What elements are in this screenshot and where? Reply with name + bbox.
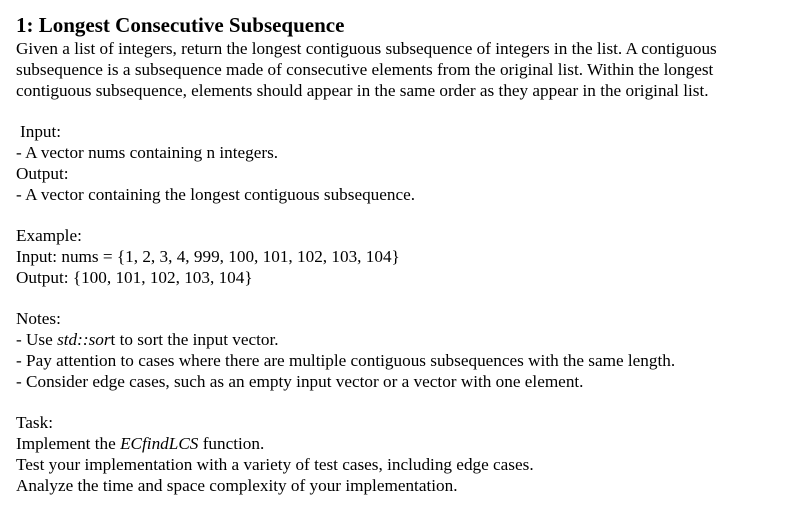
task-heading: Task: [16,413,53,432]
task-implement-prefix: Implement the [16,434,121,453]
note-sort-suffix: t to sort the input vector. [110,330,279,349]
notes-heading: Notes: [16,309,61,328]
example-output: Output: {100, 101, 102, 103, 104} [16,268,253,287]
note-edge-cases: - Consider edge cases, such as an empty input vector or a vector with one element. [16,372,584,391]
task-implement-suffix: function. [198,434,265,453]
note-sort-prefix: - Use [16,330,58,349]
task-analyze: Analyze the time and space complexity of your implementation. [16,476,458,495]
note-sort-code: std::sor [57,330,111,349]
input-heading: Input: [20,122,62,141]
example-input: Input: nums = {1, 2, 3, 4, 999, 100, 101, 102, 103, 104} [16,247,400,266]
input-description: - A vector nums containing n integers. [16,143,279,162]
spacer [16,205,791,225]
task-test: Test your implementation with a variety of test cases, including edge cases. [16,455,534,474]
note-multiple: - Pay attention to cases where there are multiple contiguous subsequences with the same length. [16,351,676,370]
spacer [16,101,791,121]
intro-paragraph: Given a list of integers, return the longest contiguous subsequence of integers in the list. A contiguous subsequence is a subsequence made of consecutive elements from the original list. Within the longest contiguous subsequence, elements should appear in the same order as they appear in the original list. [16,39,717,100]
task-function-name: ECfindLCS [120,434,199,453]
output-heading: Output: [16,164,69,183]
document [16,12,791,496]
input-section [16,121,791,205]
example-section [16,225,791,288]
spacer [16,288,791,308]
spacer [16,392,791,412]
note-sort [16,329,791,350]
task-section [16,412,791,496]
output-description: - A vector containing the longest contiguous subsequence. [16,185,416,204]
task-implement [16,433,791,454]
notes-section [16,308,791,392]
page-title: 1: Longest Consecutive Subsequence [16,13,345,37]
example-heading: Example: [16,226,82,245]
